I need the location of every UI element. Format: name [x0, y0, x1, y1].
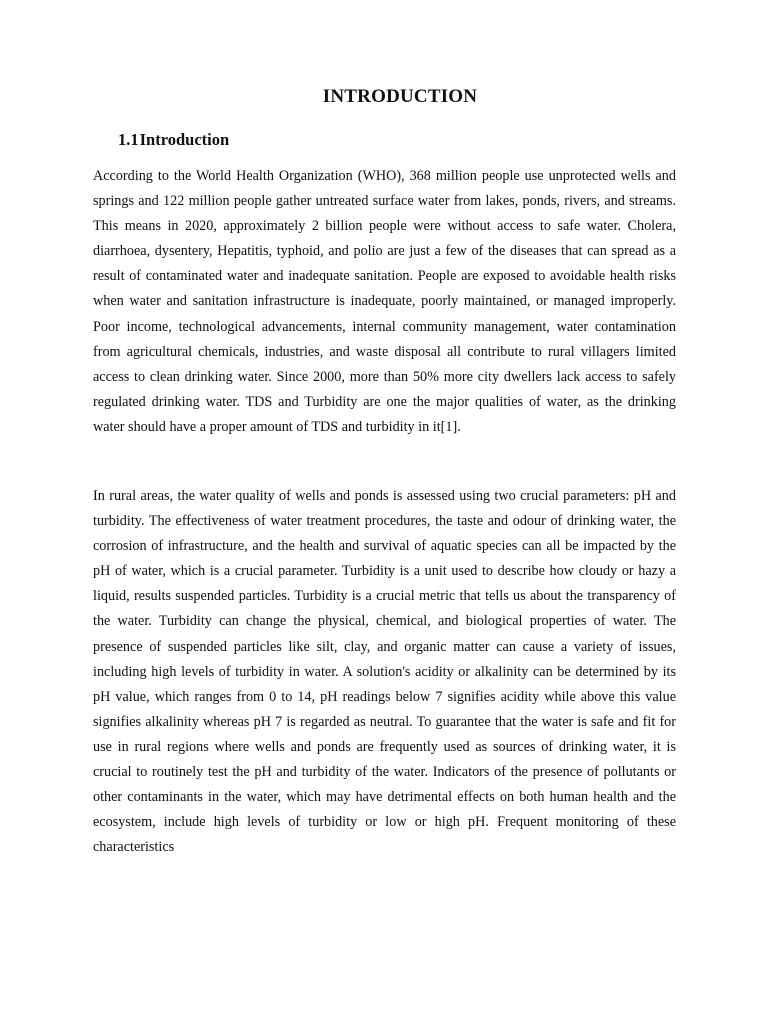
section-number: 1.1 [118, 130, 139, 149]
section-heading [118, 130, 229, 150]
body-paragraph-1: According to the World Health Organization (WHO), 368 million people use unprotected wells and springs and 122 million people gather untreated surface water from lakes, ponds, rivers, and streams. This means in 2020, approximately 2 billion people were without access to safe water. Cholera, diarrhoea, dysentery, Hepatitis, typhoid, and polio are just a few of the diseases that can spread as a result of contaminated water and inadequate sanitation. People are exposed to avoidable health risks when water and sanitation infrastructure is inadequate, poorly maintained, or managed improperly. Poor income, technological advancements, internal community management, water contamination from agricultural chemicals, industries, and waste disposal all contribute to rural villagers limited access to clean drinking water. Since 2000, more than 50% more city dwellers lack access to safely regulated drinking water. TDS and Turbidity are one the major qualities of water, as the drinking water should have a proper amount of TDS and turbidity in it[1]. [93, 168, 676, 435]
section-title: Introduction [139, 130, 230, 149]
chapter-title: INTRODUCTION [322, 86, 478, 107]
body-paragraph-2: In rural areas, the water quality of wells and ponds is assessed using two crucial parameters: pH and turbidity. The effectiveness of water treatment procedures, the taste and odour of drinking water, the corrosion of infrastructure, and the health and survival of aquatic species can all be impacted by the pH of water, which is a crucial parameter. Turbidity is a unit used to describe how cloudy or hazy a liquid, results suspended particles. Turbidity is a crucial metric that tells us about the transparency of the water. Turbidity can change the physical, chemical, and biological properties of water. The presence of suspended particles like silt, clay, and organic matter can cause a variety of issues, including high levels of turbidity in water. A solution's acidity or alkalinity can be determined by its pH value, which ranges from 0 to 14, pH readings below 7 signifies acidity while above this value signifies alkalinity whereas pH 7 is regarded as neutral. To guarantee that the water is safe and fit for use in rural regions where wells and ponds are frequently used as sources of drinking water, it is crucial to routinely test the pH and turbidity of the water. Indicators of the presence of pollutants or other contaminants in the water, which may have detrimental effects on both human health and the ecosystem, include high levels of turbidity or low or high pH. Frequent monitoring of these characteristics [93, 488, 676, 856]
